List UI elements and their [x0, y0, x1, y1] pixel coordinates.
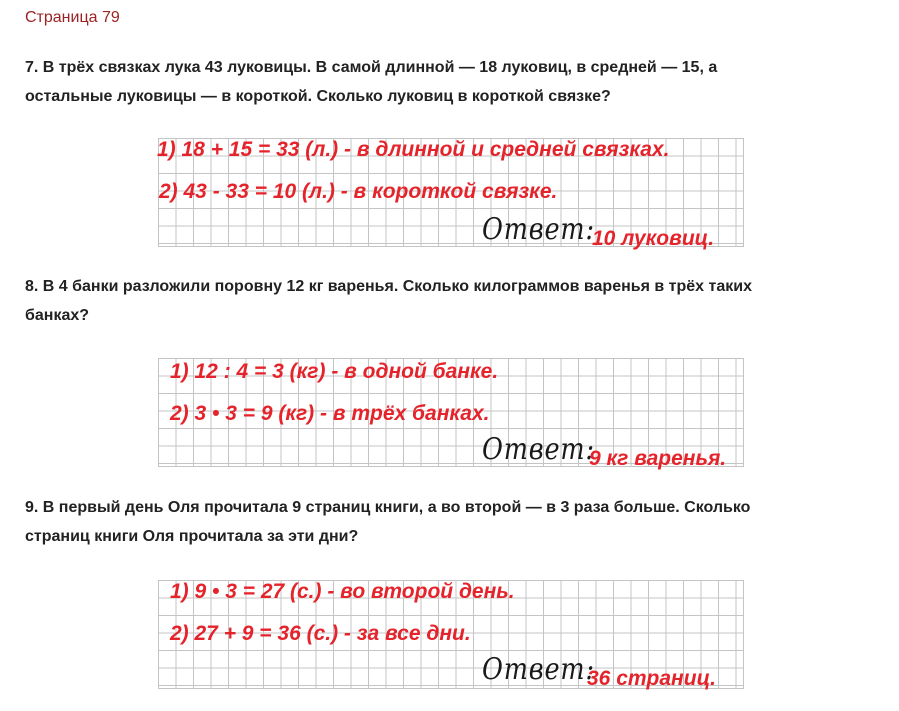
problem-8-text — [25, 272, 875, 330]
answer-value: 9 кг варенья. — [589, 447, 727, 470]
solution-step: 2) 27 + 9 = 36 (с.) - за все дни. — [170, 622, 471, 645]
answer-label: Ответ: — [482, 432, 595, 467]
solution-step: 1) 9 • 3 = 27 (с.) - во второй день. — [170, 580, 515, 603]
problem-line: остальные луковицы — в короткой. Сколько луковиц в короткой связке? — [25, 88, 611, 105]
solution-step: 1) 18 + 15 = 33 (л.) - в длинной и средней связках. — [157, 138, 670, 161]
problem-line: 8. В 4 банки разложили поровну 12 кг варенья. Сколько килограммов варенья в трёх таких — [25, 278, 752, 295]
answer-value: 36 страниц. — [587, 667, 716, 690]
answer-label: Ответ: — [482, 652, 595, 687]
problem-7-text — [25, 53, 875, 111]
solution-step: 1) 12 : 4 = 3 (кг) - в одной банке. — [170, 360, 499, 383]
answer-value: 10 луковиц. — [592, 227, 715, 250]
page-title: Страница 79 — [25, 9, 120, 26]
solution-step: 2) 43 - 33 = 10 (л.) - в короткой связке. — [159, 180, 558, 203]
answer-label: Ответ: — [482, 212, 595, 247]
problem-line: 7. В трёх связках лука 43 луковицы. В самой длинной — 18 луковиц, в средней — 15, а — [25, 59, 718, 76]
problem-line: банках? — [25, 307, 90, 324]
problem-9-text — [25, 493, 875, 551]
solution-step: 2) 3 • 3 = 9 (кг) - в трёх банках. — [170, 402, 490, 425]
problem-line: страниц книги Оля прочитала за эти дни? — [25, 528, 359, 545]
problem-line: 9. В первый день Оля прочитала 9 страниц книги, а во второй — в 3 раза больше. Сколько — [25, 499, 751, 516]
